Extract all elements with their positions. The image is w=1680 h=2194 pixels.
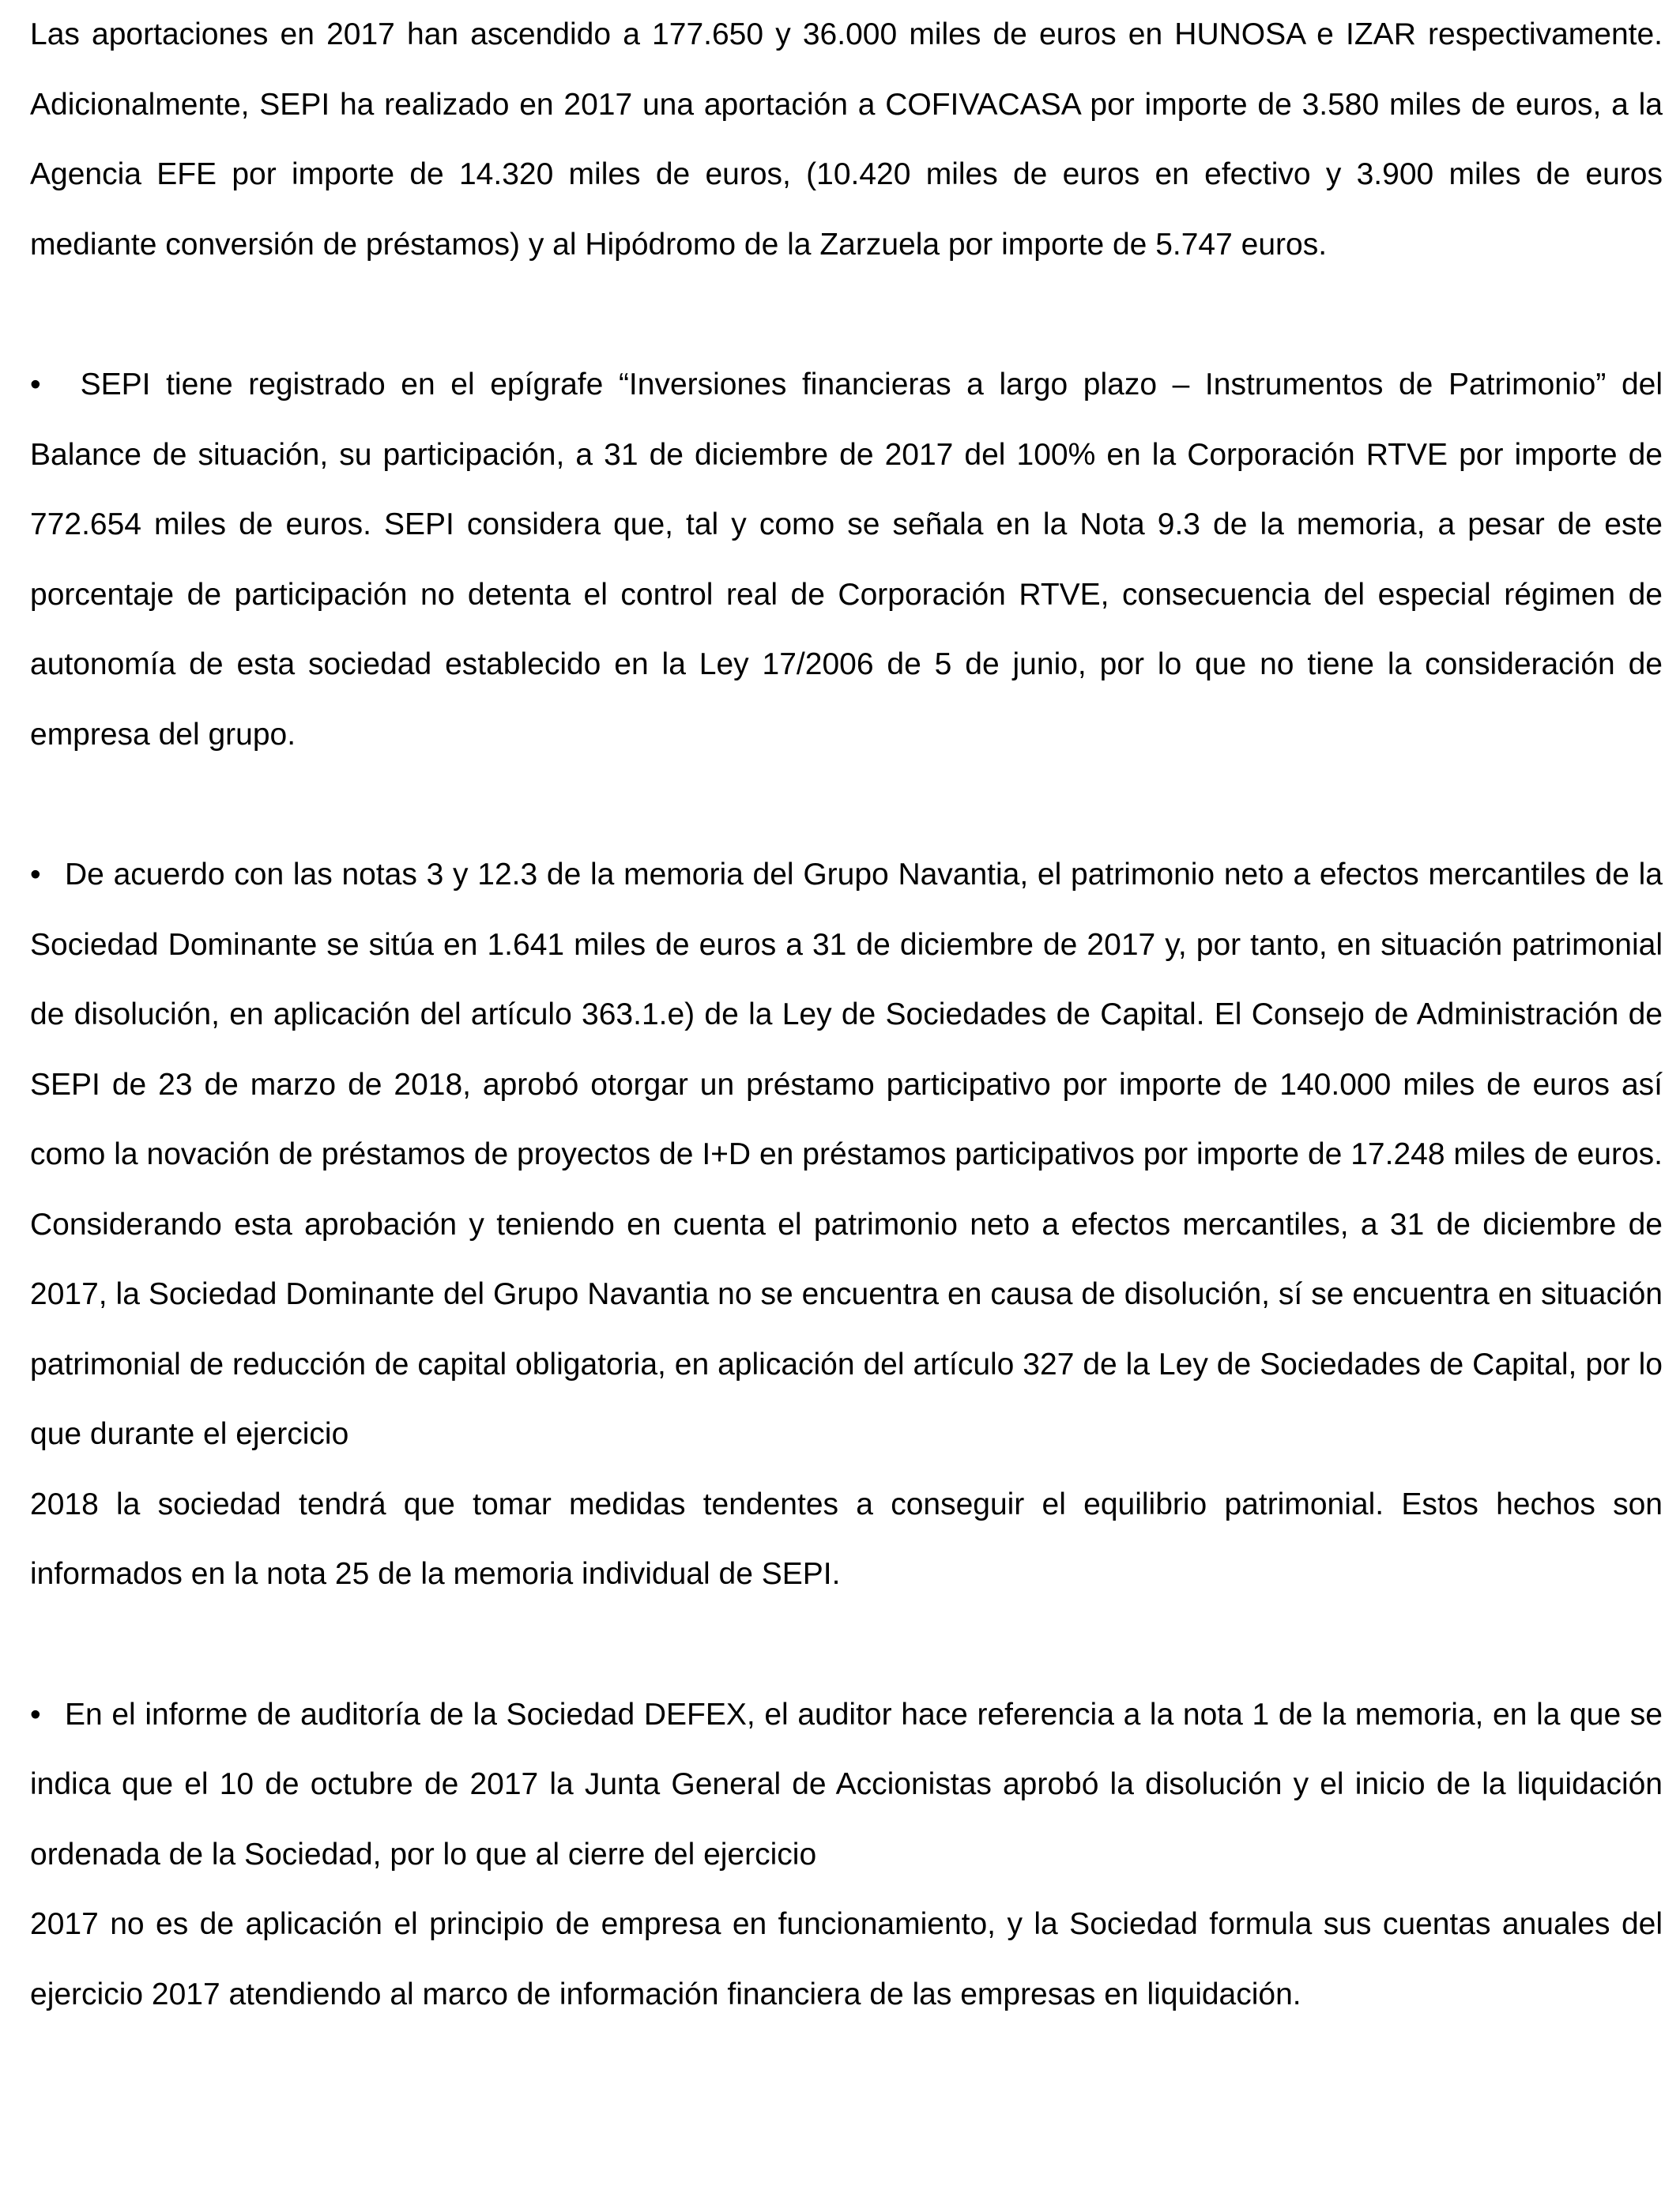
paragraph-text: SEPI tiene registrado en el epígrafe “Inversiones financieras a largo plazo – Instrumentos de Patrimonio” del Balance de situación, su participación, a 31 de diciembre de 2017 del 100% en la Corporación RTVE por importe de 772.654 miles de euros. SEPI considera que, tal y como se señala en la Nota 9.3 de la memoria, a pesar de este porcentaje de participación no detenta el control real de Corporación RTVE, consecuencia del especial régimen de autonomía de esta sociedad establecido en la Ley 17/2006 de 5 de junio, por lo que no tiene la consideración de empresa del grupo. [30, 368, 1663, 752]
paragraph-defex [30, 1680, 1663, 2030]
bullet-icon: • [30, 368, 41, 401]
paragraph-aportaciones [30, 0, 1663, 280]
document-page [30, 0, 1663, 2030]
paragraph-rtve [30, 350, 1663, 770]
paragraph-text-continued: 2017 no es de aplicación el principio de empresa en funcionamiento, y la Sociedad formula sus cuentas anuales del ejercicio 2017 atendiendo al marco de información financiera de las empresas en liquidación. [30, 1907, 1663, 2011]
paragraph-line [30, 350, 1663, 770]
paragraph-navantia [30, 840, 1663, 1610]
paragraph-text: Las aportaciones en 2017 han ascendido a 177.650 y 36.000 miles de euros en HUNOSA e IZAR respectivamente. Adicionalmente, SEPI ha realizado en 2017 una aportación a COFIVACASA por importe de 3.580 miles de euros, a la Agencia EFE por importe de 14.320 miles de euros, (10.420 miles de euros en efectivo y 3.900 miles de euros mediante conversión de préstamos) y al Hipódromo de la Zarzuela por importe de 5.747 euros. [30, 17, 1663, 262]
bullet-icon: • [30, 858, 41, 892]
paragraph-line [30, 1680, 1663, 1891]
bullet-icon: • [30, 1697, 41, 1732]
paragraph-text: En el informe de auditoría de la Sociedad DEFEX, el auditor hace referencia a la nota 1 de la memoria, en la que se indica que el 10 de octubre de 2017 la Junta General de Accionistas aprobó la disolución y el inicio de la liquidación ordenada de la Sociedad, por lo que al cierre del ejercicio [30, 1697, 1663, 1872]
paragraph-text: De acuerdo con las notas 3 y 12.3 de la memoria del Grupo Navantia, el patrimonio neto a efectos mercantiles de la Sociedad Dominante se sitúa en 1.641 miles de euros a 31 de diciembre de 2017 y, por tanto, en situación patrimonial de disolución, en aplicación del artículo 363.1.e) de la Ley de Sociedades de Capital. El Consejo de Administración de SEPI de 23 de marzo de 2018, aprobó otorgar un préstamo participativo por importe de 140.000 miles de euros así como la novación de préstamos de proyectos de I+D en préstamos participativos por importe de 17.248 miles de euros. Considerando esta aprobación y teniendo en cuenta el patrimonio neto a efectos mercantiles, a 31 de diciembre de 2017, la Sociedad Dominante del Grupo Navantia no se encuentra en causa de disolución, sí se encuentra en situación patrimonial de reducción de capital obligatoria, en aplicación del artículo 327 de la Ley de Sociedades de Capital, por lo que durante el ejercicio [30, 858, 1663, 1451]
paragraph-line [30, 840, 1663, 1470]
paragraph-text-continued: 2018 la sociedad tendrá que tomar medidas tendentes a conseguir el equilibrio patrimonial. Estos hechos son informados en la nota 25 de la memoria individual de SEPI. [30, 1487, 1663, 1591]
